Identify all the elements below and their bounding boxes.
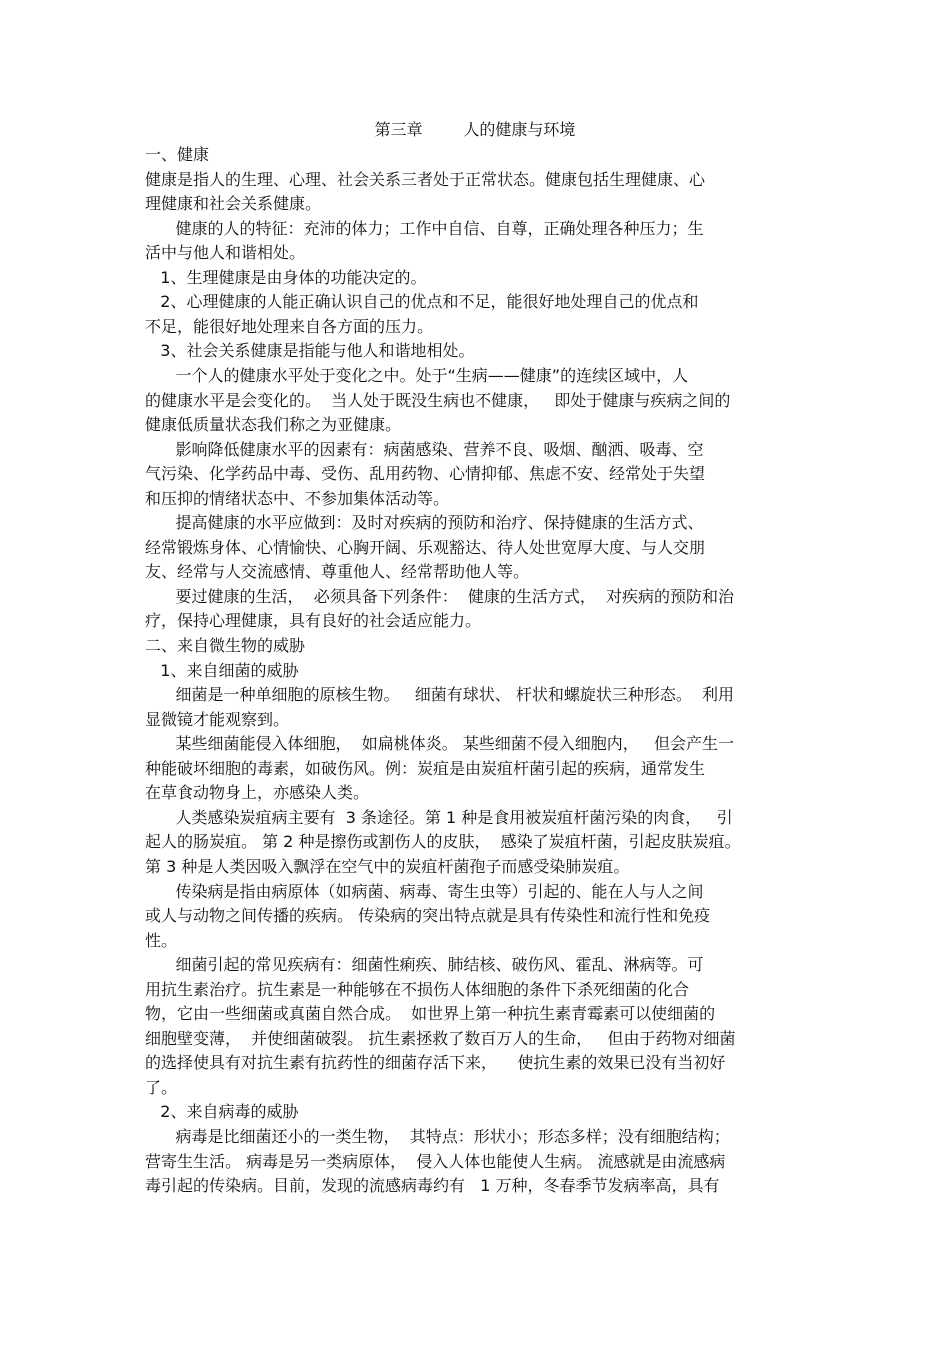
text-line: 病毒是比细菌还小的一类生物， 其特点：形状小；形态多样；没有细胞结构； (145, 1127, 730, 1146)
text-line: 二、来自微生物的威胁 (145, 636, 306, 655)
text-line: 第 3 种是人类因吸入飘浮在空气中的炭疽杆菌孢子而感受染肺炭疽。 (145, 857, 630, 876)
text-line: 提高健康的水平应做到：及时对疾病的预防和治疗、保持健康的生活方式、 (145, 513, 704, 532)
text-line: 营寄生生活。 病毒是另一类病原体， 侵入人体也能使人生病。 流感就是由流感病 (145, 1152, 726, 1171)
text-line: 的健康水平是会变化的。 当人处于既没生病也不健康， 即处于健康与疾病之间的 (145, 391, 731, 410)
text-line: 了。 (145, 1078, 178, 1097)
text-line: 疗，保持心理健康，具有良好的社会适应能力。 (145, 611, 482, 630)
text-line: 性。 (145, 931, 178, 950)
text-line: 健康的人的特征：充沛的体力；工作中自信、自尊，正确处理各种压力；生 (145, 219, 704, 238)
text-line: 1、来自细菌的威胁 (145, 661, 299, 680)
text-line: 2、心理健康的人能正确认识自己的优点和不足，能很好地处理自己的优点和 (145, 292, 699, 311)
text-line: 种能破坏细胞的毒素，如破伤风。例：炭疽是由炭疽杆菌引起的疾病，通常发生 (145, 759, 706, 778)
text-line: 友、经常与人交流感情、尊重他人、经常帮助他人等。 (145, 562, 530, 581)
text-line: 3、社会关系健康是指能与他人和谐地相处。 (145, 341, 475, 360)
text-line: 细菌是一种单细胞的原核生物。 细菌有球状、 杆状和螺旋状三种形态。 利用 (145, 685, 735, 704)
text-line: 起人的肠炭疽。 第 2 种是擦伤或割伤人的皮肤， 感染了炭疽杆菌，引起皮肤炭疽。 (145, 832, 741, 851)
text-line: 经常锻炼身体、心情愉快、心胸开阔、乐观豁达、待人处世宽厚大度、与人交朋 (145, 538, 706, 557)
text-line: 健康是指人的生理、心理、社会关系三者处于正常状态。健康包括生理健康、心 (145, 170, 706, 189)
chapter-title: 第三章 人的健康与环境 (374, 120, 576, 139)
text-line: 要过健康的生活， 必须具备下列条件： 健康的生活方式， 对疾病的预防和治 (145, 587, 735, 606)
text-line: 一个人的健康水平处于变化之中。处于“生病——健康”的连续区域中，人 (145, 366, 689, 385)
text-line: 细菌引起的常见疾病有：细菌性痢疾、肺结核、破伤风、霍乱、淋病等。可 (145, 955, 704, 974)
text-line: 理健康和社会关系健康。 (145, 194, 322, 213)
text-line: 气污染、化学药品中毒、受伤、乱用药物、心情抑郁、焦虑不安、经常处于失望 (145, 464, 706, 483)
text-line: 活中与他人和谐相处。 (145, 243, 306, 262)
text-line: 或人与动物之间传播的疾病。 传染病的突出特点就是具有传染性和流行性和免疫 (145, 906, 711, 925)
text-line: 和压抑的情绪状态中、不参加集体活动等。 (145, 489, 450, 508)
text-line: 不足，能很好地处理来自各方面的压力。 (145, 317, 434, 336)
text-line: 健康低质量状态我们称之为亚健康。 (145, 415, 402, 434)
text-line: 某些细菌能侵入体细胞， 如扁桃体炎。 某些细菌不侵入细胞内， 但会产生一 (145, 734, 735, 753)
text-line: 在草食动物身上，亦感染人类。 (145, 783, 370, 802)
text-line: 影响降低健康水平的因素有：病菌感染、营养不良、吸烟、酗洒、吸毒、空 (145, 440, 704, 459)
text-line: 用抗生素治疗。抗生素是一种能够在不损伤人体细胞的条件下杀死细菌的化合 (145, 980, 690, 999)
text-line: 物，它由一些细菌或真菌自然合成。 如世界上第一种抗生素青霉素可以使细菌的 (145, 1004, 716, 1023)
text-line: 传染病是指由病原体（如病菌、病毒、寄生虫等）引起的、能在人与人之间 (145, 882, 704, 901)
text-line: 人类感染炭疽病主要有 3 条途径。第 1 种是食用被炭疽杆菌污染的肉食， 引 (145, 808, 733, 827)
text-line: 显微镜才能观察到。 (145, 710, 290, 729)
text-line: 毒引起的传染病。目前，发现的流感病毒约有 1 万种，冬春季节发病率高，具有 (145, 1176, 720, 1195)
text-line: 的选择使具有对抗生素有抗药性的细菌存活下来， 使抗生素的效果已没有当初好 (145, 1053, 726, 1072)
text-line: 一、健康 (145, 145, 210, 164)
text-line: 2、来自病毒的威胁 (145, 1102, 299, 1121)
text-line: 细胞壁变薄， 并使细菌破裂。 抗生素拯救了数百万人的生命， 但由于药物对细菌 (145, 1029, 736, 1048)
text-line: 1、生理健康是由身体的功能决定的。 (145, 268, 427, 287)
